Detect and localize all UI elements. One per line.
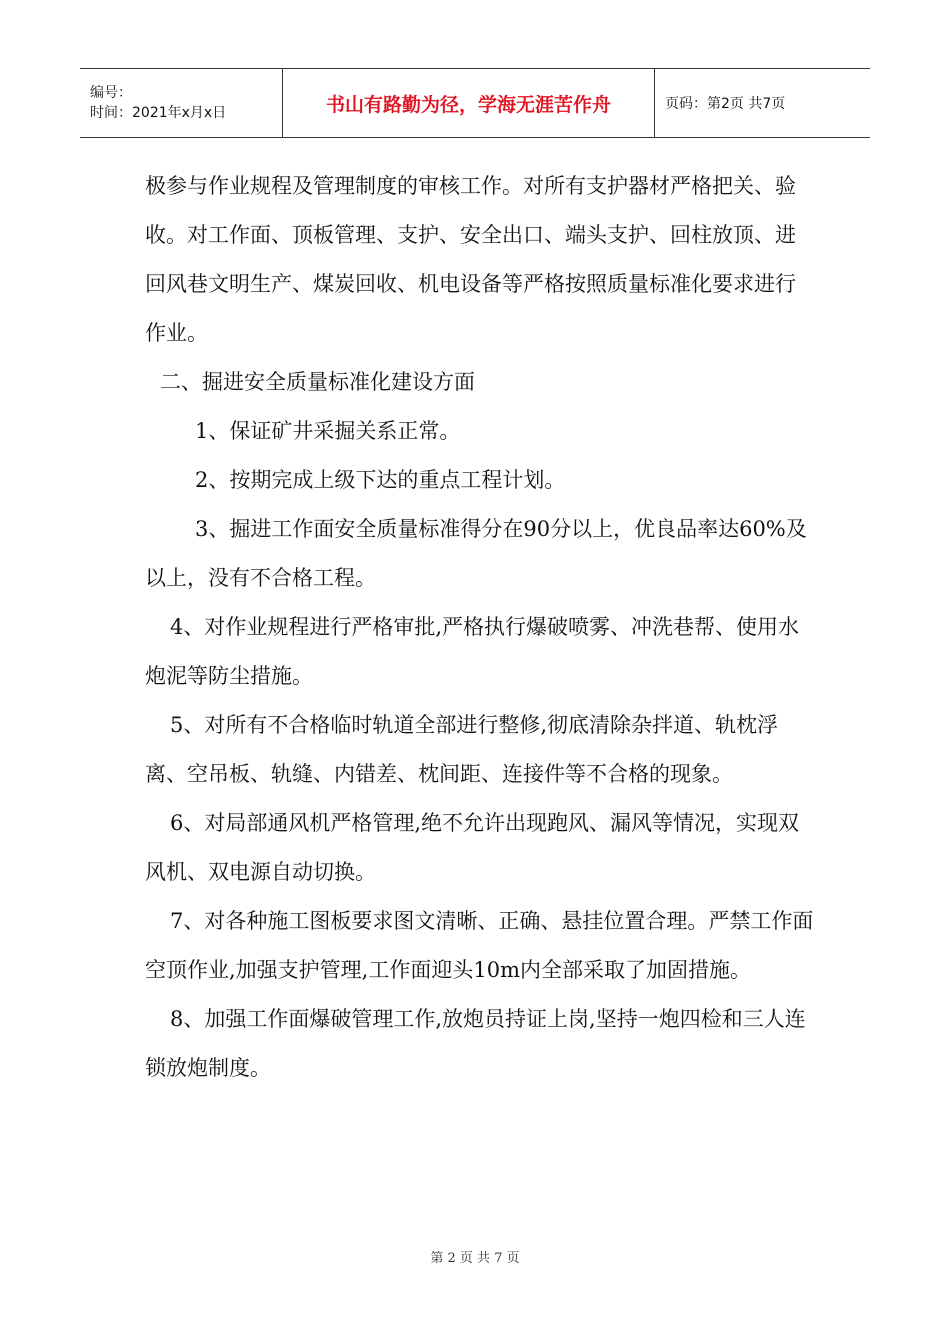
- document-number-label: 编号：: [90, 85, 132, 101]
- header-motto: 书山有路勤为径，学海无涯苦作舟: [283, 69, 655, 137]
- body-paragraph: 极参与作业规程及管理制度的审核工作。对所有支护器材严格把关、验收。对工作面、顶板管理、支护、安全出口、端头支护、回柱放顶、进回风巷文明生产、煤炭回收、机电设备等严格按照质量标准化要求进行作业。: [145, 174, 796, 345]
- body-paragraph: 5、对所有不合格临时轨道全部进行整修,彻底清除杂拌道、轨枕浮离、空吊板、轨缝、内错差、枕间距、连接件等不合格的现象。: [145, 713, 779, 786]
- document-date-label: 时间：2021年x月x日: [90, 105, 227, 121]
- header-meta: [80, 69, 283, 137]
- body-paragraph: 3、掘进工作面安全质量标准得分在90分以上，优良品率达60%及以上，没有不合格工程。: [145, 517, 807, 590]
- body-paragraph: 2、按期完成上级下达的重点工程计划。: [195, 468, 566, 492]
- body-paragraph: 1、保证矿井采掘关系正常。: [195, 419, 461, 443]
- body-paragraph: 6、对局部通风机严格管理,绝不允许出现跑风、漏风等情况，实现双风机、双电源自动切换。: [145, 811, 800, 884]
- document-body: [145, 162, 815, 1093]
- body-paragraph: 8、加强工作面爆破管理工作,放炮员持证上岗,坚持一炮四检和三人连锁放炮制度。: [145, 1007, 806, 1080]
- body-paragraph: 4、对作业规程进行严格审批,严格执行爆破喷雾、冲洗巷帮、使用水炮泥等防尘措施。: [145, 615, 800, 688]
- page-footer: 第 2 页 共 7 页: [430, 1251, 520, 1266]
- header-page-number: 页码：第2页 共7页: [665, 96, 786, 112]
- body-paragraph: 二、掘进安全质量标准化建设方面: [160, 370, 475, 394]
- page-header: [80, 68, 870, 138]
- body-paragraph: 7、对各种施工图板要求图文清晰、正确、悬挂位置合理。严禁工作面空顶作业,加强支护管理,工作面迎头10m内全部采取了加固措施。: [145, 909, 814, 982]
